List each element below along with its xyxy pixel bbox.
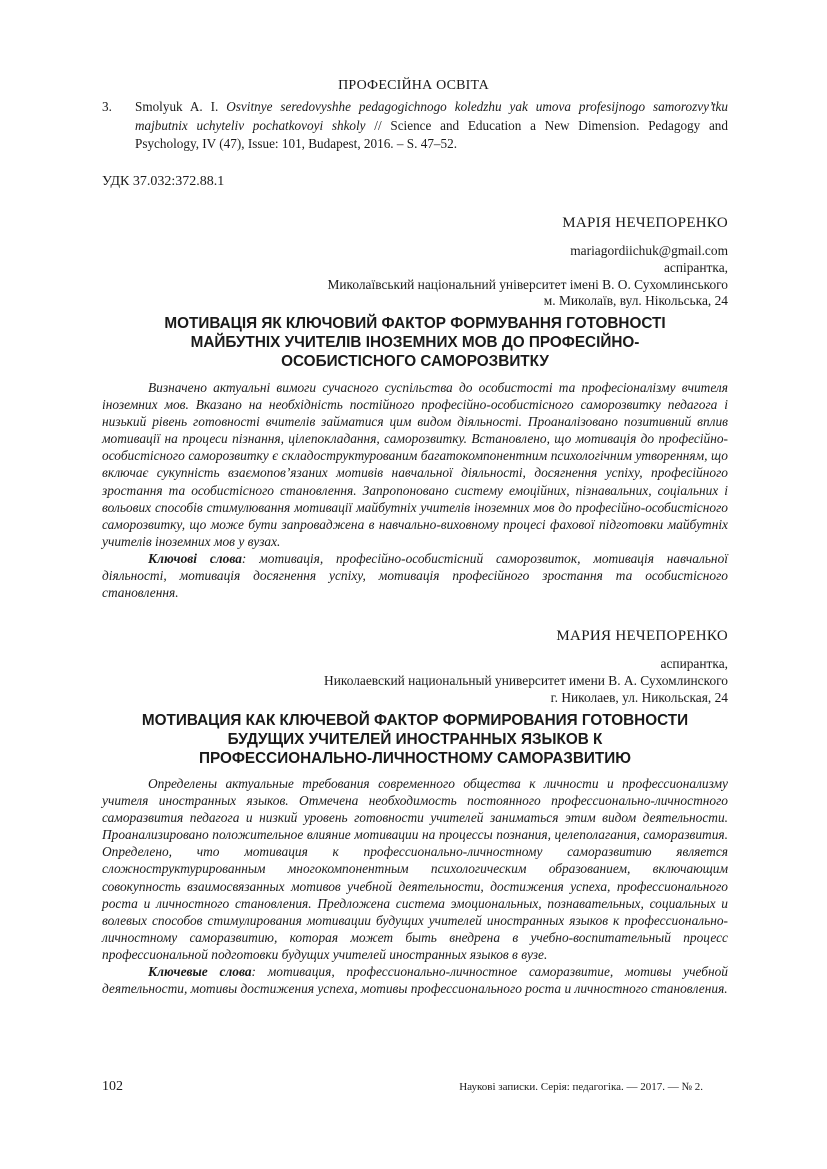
article-title-rus	[102, 711, 728, 768]
abstract-text: Визначено актуальні вимоги сучасного суспільства до особистості та професіоналізму вчителя іноземних мов. Вказано на необхідність постійного професійно-особистісного саморозвитку педагога і низький рівень готовності вчителів займатися цим видом діяльності. Проаналізовано позитивний вплив мотивації на процеси пізнання, цілепокладання, саморозвитку. Встановлено, що мотивація до професійно-особистісного саморозвитку є складоструктурованим багатокомпонентним психологічним утворенням, що включає сукупність взаємопов’язаних мотивів навчальної діяльності, досягнення успіху, професійного зростання та особистісного становлення. Запропоновано систему емоційних, пізнавальних, соціальних і вольових способів стимулювання мотивації майбутніх учителів іноземних мов до професійно-особистісного саморозвитку, що може бути запроваджена в навчально-виховному процесі фахової підготовки майбутніх учителів іноземних мов у вузах.	[102, 380, 728, 549]
abstract-ukr	[102, 379, 728, 601]
keywords-ukr	[102, 550, 728, 601]
keywords-text: : мотивація, професійно-особистісний саморозвиток, мотивація навчальної діяльності, мотивація досягнення успіху, мотивація професійного зростання та особистісного становлення.	[102, 550, 728, 601]
title-line: МАЙБУТНІХ УЧИТЕЛІВ ІНОЗЕМНИХ МОВ ДО ПРОФЕСІЙНО-	[190, 334, 640, 351]
author-position: аспирантка,	[660, 656, 728, 671]
title-line: ПРОФЕССИОНАЛЬНО-ЛИЧНОСТНОМУ САМОРАЗВИТИЮ	[198, 750, 632, 767]
abstract-rus	[102, 775, 728, 997]
page-number: 102	[102, 1079, 123, 1094]
author-email: mariagordiichuk@gmail.com	[570, 243, 728, 258]
udk-code: УДК 37.032:372.88.1	[102, 174, 225, 189]
keywords-rus	[102, 963, 728, 997]
reference-number: 3.	[102, 99, 112, 114]
keywords-label: Ключевые слова	[148, 964, 252, 980]
author-university: Миколаївський національний університет імені В. О. Сухомлинського	[327, 276, 728, 292]
reference-title: Osvitnye seredovyshhe pedagogichnogo koledzhu yak umova profesijnogo samorozvy’tku majbutnix uchyteliv pochatkovoyi shkoly	[135, 99, 729, 133]
author-address: г. Николаев, ул. Никольская, 24	[550, 689, 728, 705]
author-name-ukr: МАРІЯ НЕЧЕПОРЕНКО	[562, 215, 728, 231]
author-position: аспірантка,	[663, 259, 728, 275]
reference-entry	[102, 98, 728, 154]
title-line: МОТИВАЦИЯ КАК КЛЮЧЕВОЙ ФАКТОР ФОРМИРОВАНИЯ ГОТОВНОСТИ	[141, 712, 689, 729]
reference-source: // Science and Education a New Dimension. Pedagogy and Psychology, IV (47), Issue: 101, Budapest, 2016. – S. 47–52.	[135, 117, 728, 152]
title-line: МОТИВАЦІЯ ЯК КЛЮЧОВИЙ ФАКТОР ФОРМУВАННЯ ГОТОВНОСТІ	[164, 315, 666, 332]
author-university: Николаевский национальный университет имени В. А. Сухомлинского	[324, 672, 728, 688]
keywords-text: : мотивация, профессионально-личностное саморазвитие, мотивы учебной деятельности, мотивы достижения успеха, мотивы профессионального роста и личностного становления.	[102, 964, 729, 997]
affiliation-rus	[324, 656, 728, 706]
title-line: ОСОБИСТІСНОГО САМОРОЗВИТКУ	[281, 353, 549, 370]
article-title-ukr	[102, 314, 728, 371]
title-line: БУДУЩИХ УЧИТЕЛЕЙ ИНОСТРАННЫХ ЯЗЫКОВ К	[227, 731, 603, 748]
journal-footer: Наукові записки. Серія: педагогіка. — 2017. — № 2.	[459, 1081, 703, 1093]
keywords-label: Ключові слова	[148, 550, 242, 566]
author-name-rus: МАРИЯ НЕЧЕПОРЕНКО	[556, 628, 728, 644]
author-address: м. Миколаїв, вул. Нікольська, 24	[543, 293, 728, 309]
reference-authors: Smolyuk A. I.	[135, 99, 219, 114]
abstract-text: Определены актуальные требования современного общества к личности и профессионализму учителя иностранных языков. Отмечена необходимость постоянного профессионально-личностного саморазвития педагога и низкий уровень готовности учителей заниматься этим видом деятельности. Проанализировано положительное влияние мотивации на процессы познания, целеполагания, саморазвития. Определено, что мотивация к профессионально-личностному саморазвитию является сложноструктурированным многокомпонентным психологическим образованием, включающим совокупность взаимосвязанных мотивов учебной деятельности, достижения успеха, профессионального роста и личностного становления. Предложена система эмоциональных, познавательных, социальных и волевых способов стимулирования мотивации будущих учителей иностранных языков к профессионально-личностному саморазвитию, которая может быть внедрена в учебно-воспитательный процесс профессиональной подготовки будущих учителей иностранных языков в вузе.	[102, 776, 728, 962]
affiliation-ukr	[327, 243, 728, 310]
running-head: ПРОФЕСІЙНА ОСВІТА	[338, 78, 489, 93]
